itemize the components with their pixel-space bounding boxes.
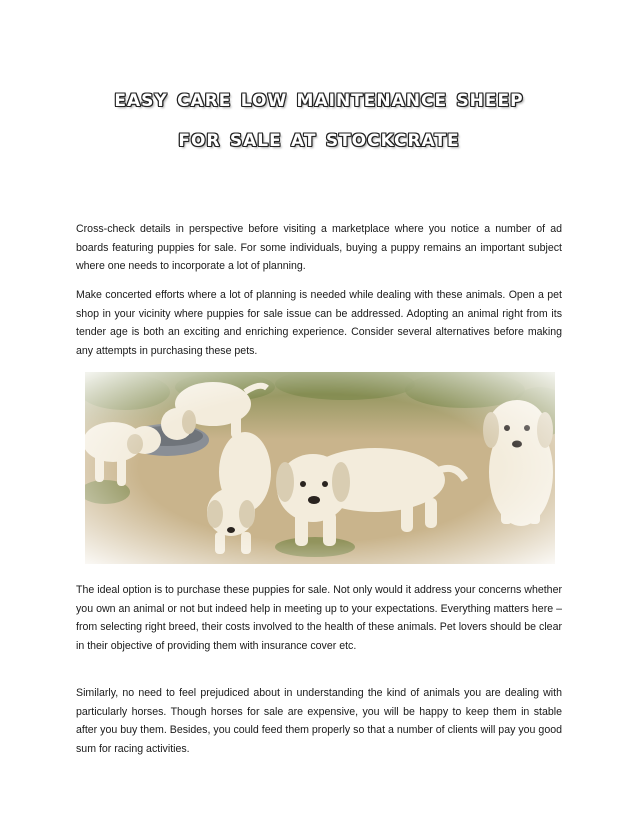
paragraph-2: Make concerted efforts where a lot of planning is needed while dealing with these animals. Open a pet shop in your vicinity where puppies for sale issue can be addressed. Adopting an animal right from its tender age is both an exciting and enriching experience. Consider several alternatives before making any attempts in purchasing these pets. bbox=[76, 289, 562, 357]
paragraph-1: Cross-check details in perspective before visiting a marketplace where you notice a number of ad boards featuring puppies for sale. For some individuals, buying a puppy remains an important subject where one needs to incorporate a lot of planning. bbox=[76, 223, 562, 273]
paragraph-4: Similarly, no need to feel prejudiced about in understanding the kind of animals you are dealing with particularly horses. Though horses for sale are expensive, you will be happy to keep them in stable after you buy them. Besides, you could feed them properly so that a number of clients will pay you good sum for racing activities. bbox=[76, 687, 562, 755]
paragraph-3: The ideal option is to purchase these puppies for sale. Not only would it address your concerns whether you own an animal or not but indeed help in meeting up to your expectations. Everything matters here – from selecting right breed, their costs involved to the health of these animals. Pet lovers should be clear in their objective of providing them with insurance cover etc. bbox=[76, 584, 562, 652]
title-line-1: easy care low maintenance sheep bbox=[114, 84, 524, 112]
puppies-photo bbox=[85, 372, 555, 564]
page-title bbox=[60, 78, 578, 158]
title-line-2: for sale at stockcrate bbox=[178, 124, 460, 152]
